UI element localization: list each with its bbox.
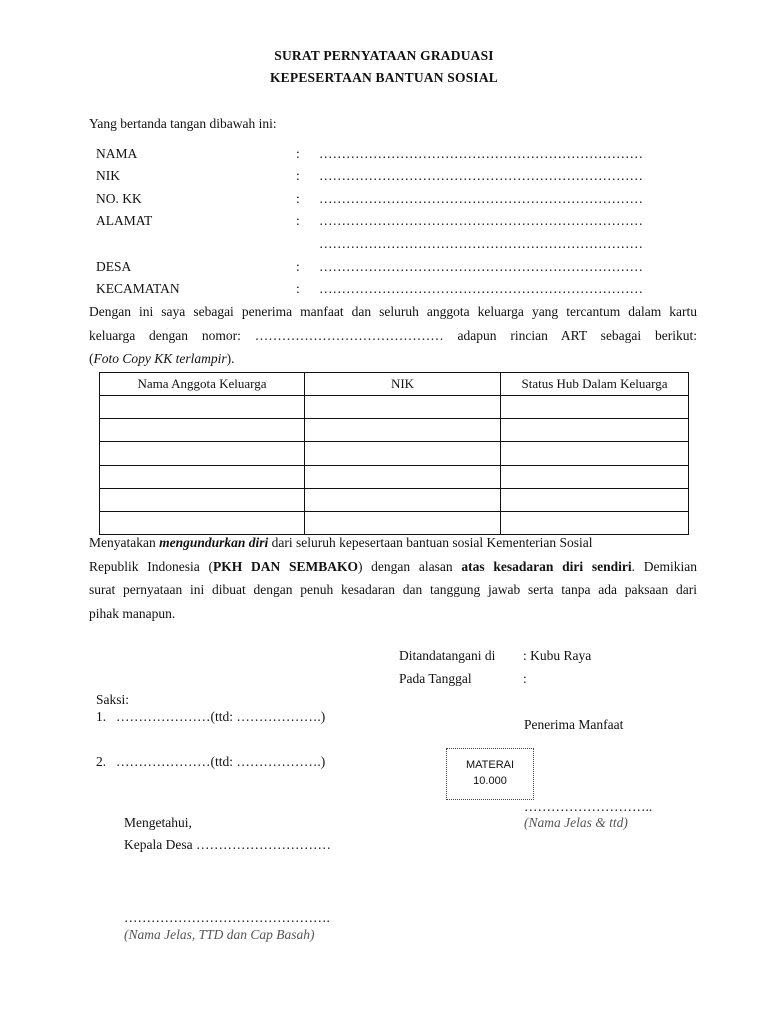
witness-1-line: …………………(ttd: ……………….) (116, 709, 326, 724)
field-colon: : (296, 168, 300, 183)
field-label-kecamatan: KECAMATAN (96, 281, 180, 296)
table-row (100, 442, 689, 465)
table-cell[interactable] (305, 396, 501, 419)
field-label-no-kk: NO. KK (96, 191, 142, 206)
field-colon: : (296, 259, 300, 274)
field-dots-alamat: ……………………………………………………………… (319, 213, 643, 228)
witness-2-number: 2. (96, 754, 107, 769)
field-label-nik: NIK (96, 168, 120, 183)
field-label-alamat: ALAMAT (96, 213, 153, 228)
document-title-line-1: SURAT PERNYATAAN GRADUASI (274, 48, 494, 63)
table-cell[interactable] (305, 442, 501, 465)
signing-place-label: Ditandatangani di (399, 648, 496, 663)
signing-date-value: : (523, 671, 527, 686)
resign-phrase: mengundurkan diri (159, 535, 269, 550)
field-dots-alamat-2: ……………………………………………………………… (319, 236, 643, 251)
field-dots-nik: ……………………………………………………………… (319, 168, 643, 183)
table-cell[interactable] (100, 465, 305, 488)
header-status-hub: Status Hub Dalam Keluarga (501, 373, 689, 396)
field-colon: : (296, 281, 300, 296)
table-row (100, 396, 689, 419)
paragraph-2-line-1 (89, 531, 697, 555)
field-dots-desa: ……………………………………………………………… (319, 259, 643, 274)
table-cell[interactable] (100, 396, 305, 419)
village-head-signature-dots: ………………………………………. (124, 910, 330, 925)
table-cell[interactable] (501, 442, 689, 465)
recipient-name-note: (Nama Jelas & ttd) (524, 815, 628, 830)
witness-1-number: 1. (96, 709, 107, 724)
paren-open: ( (89, 351, 94, 366)
village-head-title: Kepala Desa ………………………… (124, 837, 331, 852)
table-row (100, 488, 689, 511)
header-nik: NIK (305, 373, 501, 396)
table-row (100, 419, 689, 442)
witness-label: Saksi: (96, 692, 130, 707)
attachment-note: Foto Copy KK terlampir (93, 351, 227, 366)
field-colon: : (296, 191, 300, 206)
text-segment: Republik Indonesia ( (89, 558, 213, 574)
recipient-signature-dots: ……………………….. (524, 799, 653, 814)
table-cell[interactable] (501, 396, 689, 419)
text-segment: Menyatakan (89, 535, 160, 550)
statement-paragraph-2 (89, 531, 697, 625)
paragraph-2-line-3: surat pernyataan ini dibuat dengan penuh kesadaran dan tanggung jawab serta tanpa ada paksaan dari (89, 582, 697, 597)
stamp-value: 10.000 (473, 775, 507, 787)
table-cell[interactable] (305, 488, 501, 511)
intro-text: Yang bertanda tangan dibawah ini: (89, 116, 277, 131)
paren-close: ). (226, 351, 235, 366)
field-dots-kecamatan: ……………………………………………………………… (319, 281, 643, 296)
header-nama-anggota: Nama Anggota Keluarga (100, 373, 305, 396)
field-label-desa: DESA (96, 259, 132, 274)
table-cell[interactable] (100, 488, 305, 511)
signing-place-value: : Kubu Raya (523, 648, 592, 663)
paragraph-1-line-3 (89, 347, 697, 371)
statement-paragraph-1 (89, 300, 697, 371)
reason-phrase: atas kesadaran diri sendiri (461, 558, 632, 574)
signing-date-label: Pada Tanggal (399, 671, 472, 686)
paragraph-1-line-2: keluarga dengan nomor: …………………………………… adapun rincian ART sebagai berikut: (89, 327, 697, 343)
table-cell[interactable] (305, 465, 501, 488)
paragraph-2-line-2 (89, 555, 697, 579)
field-colon: : (296, 213, 300, 228)
stamp-label: MATERAI (465, 759, 515, 771)
table-header-row (100, 373, 689, 396)
field-label-nama: NAMA (96, 146, 138, 161)
table-cell[interactable] (501, 465, 689, 488)
table-cell[interactable] (305, 419, 501, 442)
paragraph-2-line-4: pihak manapun. (89, 605, 176, 621)
field-colon: : (296, 146, 300, 161)
acknowledged-label: Mengetahui, (124, 815, 192, 830)
family-members-table (99, 372, 689, 535)
field-dots-no-kk: ……………………………………………………………… (319, 191, 643, 206)
recipient-label: Penerima Manfaat (524, 717, 624, 732)
witness-2-line: …………………(ttd: ……………….) (116, 754, 326, 769)
text-segment: ) dengan alasan (357, 558, 462, 574)
table-row (100, 465, 689, 488)
document-title-line-2: KEPESERTAAN BANTUAN SOSIAL (269, 70, 499, 85)
text-segment: dari seluruh kepesertaan bantuan sosial Kementerian Sosial (268, 535, 593, 550)
table-cell[interactable] (501, 488, 689, 511)
table-cell[interactable] (501, 419, 689, 442)
village-head-name-note: (Nama Jelas, TTD dan Cap Basah) (124, 927, 315, 942)
program-names: PKH DAN SEMBAKO (212, 558, 358, 574)
table-cell[interactable] (100, 419, 305, 442)
paragraph-1-line-1: Dengan ini saya sebagai penerima manfaat dan seluruh anggota keluarga yang tercantum dalam kartu (89, 304, 697, 319)
stamp-duty-box (446, 748, 534, 800)
text-segment: . Demikian (631, 558, 697, 574)
field-dots-nama: ……………………………………………………………… (319, 146, 643, 161)
table-cell[interactable] (100, 442, 305, 465)
